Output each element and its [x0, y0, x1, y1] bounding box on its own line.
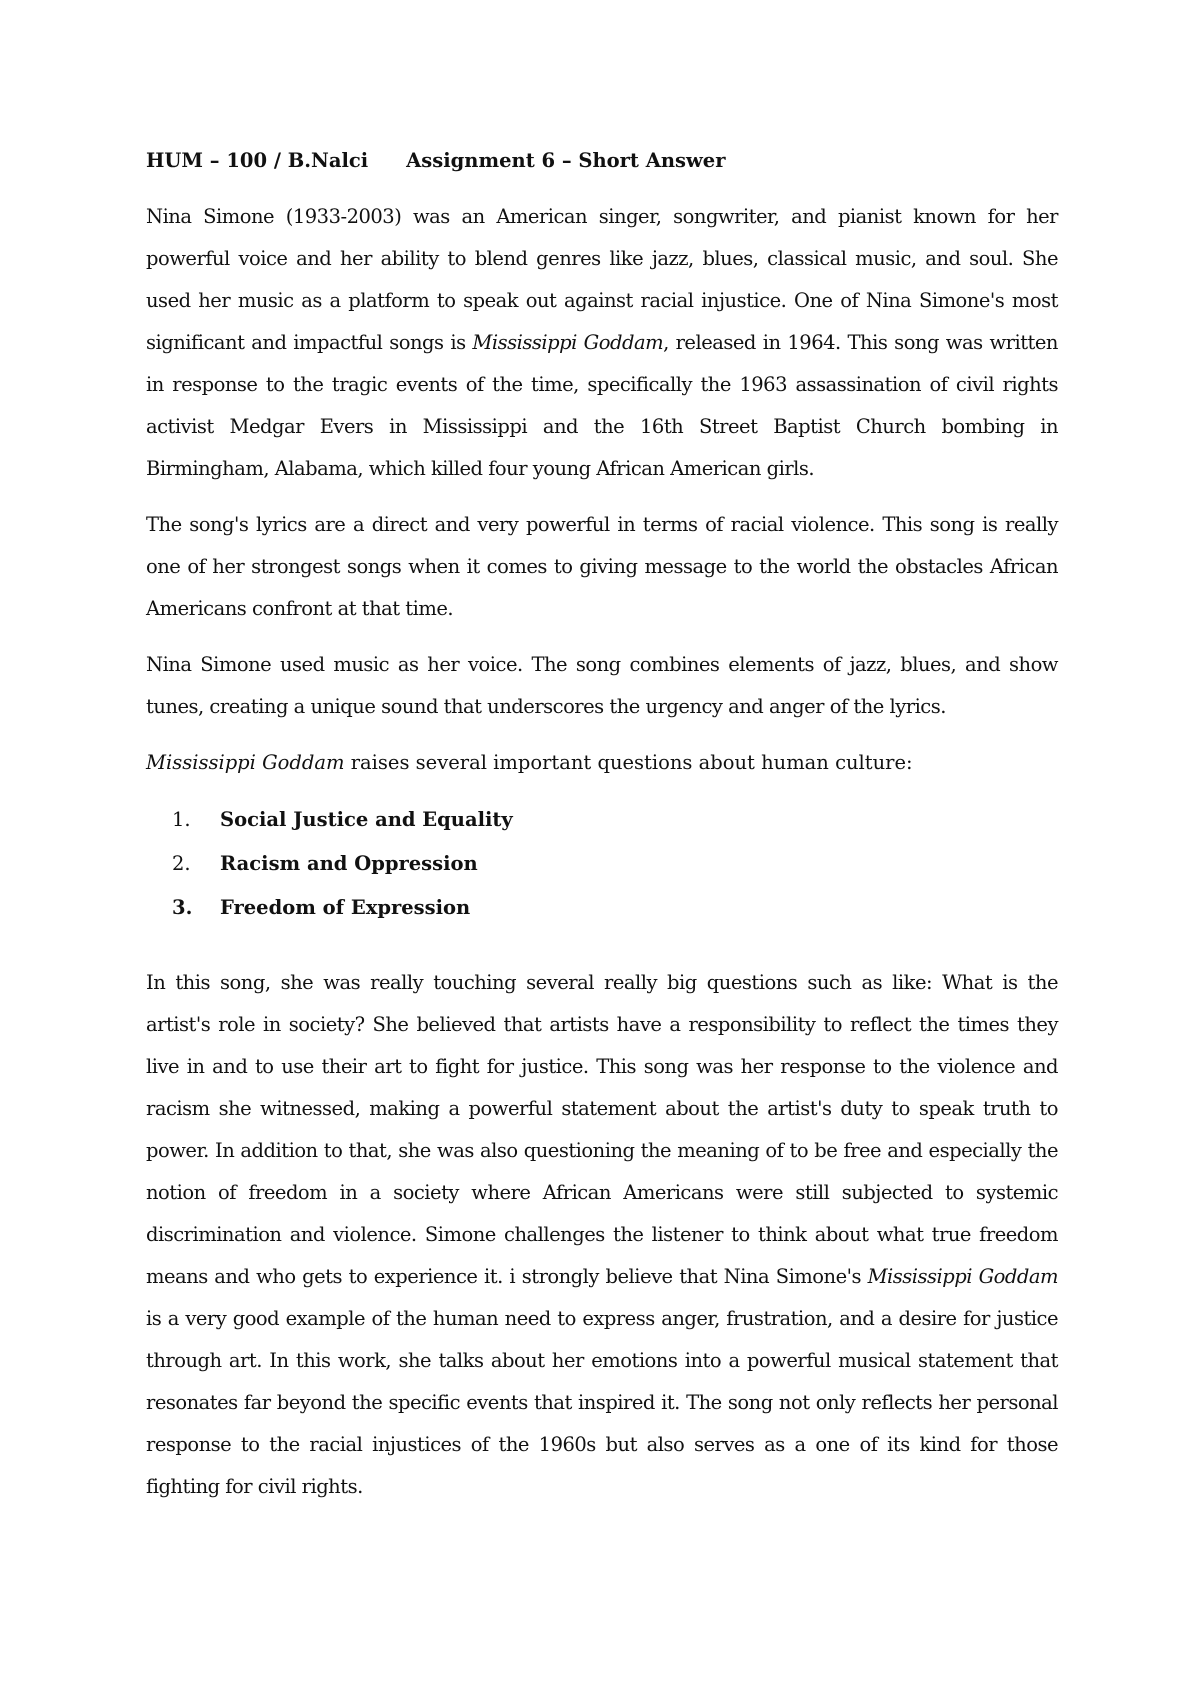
intro-paragraph: [146, 196, 1058, 490]
document-header: [146, 140, 1058, 182]
lyrics-paragraph: The song's lyrics are a direct and very powerful in terms of racial violence. This song is really one of her strongest songs when it comes to giving message to the world the obstacles African Americans confront at that time.: [146, 513, 1058, 620]
assignment-title: Assignment 6 – Short Answer: [406, 149, 726, 172]
list-item: [172, 798, 1058, 842]
section-spacer: [146, 930, 1058, 962]
list-item-number: 3.: [172, 896, 193, 919]
list-item: [172, 886, 1058, 930]
intro-text-start: Nina Simone (1933-2003) was an American singer, songwriter, and pianist known for her powerful voice and her ability to blend genres like jazz, blues, classical music, and soul. She used her music as a platform to speak out against racial injustice. One of Nina Simone's most significant and impactful songs is: [146, 205, 1058, 354]
topics-list: [172, 798, 1058, 930]
list-item-label: Social Justice and Equality: [220, 808, 513, 831]
questions-intro: [146, 742, 1058, 784]
list-item-label: Freedom of Expression: [220, 896, 471, 919]
conclusion-paragraph: [146, 962, 1058, 1508]
list-item: [172, 842, 1058, 886]
questions-intro-text: raises several important questions about human culture:: [344, 751, 913, 774]
questions-song-title: Mississippi Goddam: [146, 751, 345, 774]
intro-song-title: Mississippi Goddam: [472, 331, 664, 354]
conclusion-song-title: Mississippi Goddam: [867, 1265, 1058, 1288]
intro-text-end: , released in 1964. This song was written in response to the tragic events of the time, specifically the 1963 assassination of civil rights activist Medgar Evers in Mississippi and the 16th Street Baptist Church bombing in Birmingham, Alabama, which killed four young African American girls.: [146, 331, 1058, 480]
list-item-number: 1.: [172, 808, 191, 831]
list-item-number: 2.: [172, 852, 191, 875]
course-label: HUM – 100 / B.Nalci: [146, 149, 369, 172]
music-paragraph: Nina Simone used music as her voice. The song combines elements of jazz, blues, and show tunes, creating a unique sound that underscores the urgency and anger of the lyrics.: [146, 653, 1058, 718]
conclusion-text-start: In this song, she was really touching several really big questions such as like: What is the artist's role in society? She believed that artists have a responsibility to reflect the times they live in and to use their art to fight for justice. This song was her response to the violence and racism she witnessed, making a powerful statement about the artist's duty to speak truth to power. In addition to that, she was also questioning the meaning of to be free and especially the notion of freedom in a society where African Americans were still subjected to systemic discrimination and violence. Simone challenges the listener to think about what true freedom means and who gets to experience it. i strongly believe that Nina Simone's: [146, 971, 1058, 1288]
conclusion-text-end: is a very good example of the human need to express anger, frustration, and a desire for justice through art. In this work, she talks about her emotions into a powerful musical statement that resonates far beyond the specific events that inspired it. The song not only reflects her personal response to the racial injustices of the 1960s but also serves as a one of its kind for those fighting for civil rights.: [146, 1307, 1058, 1498]
document-page: [146, 140, 1058, 1522]
list-item-label: Racism and Oppression: [220, 852, 478, 875]
